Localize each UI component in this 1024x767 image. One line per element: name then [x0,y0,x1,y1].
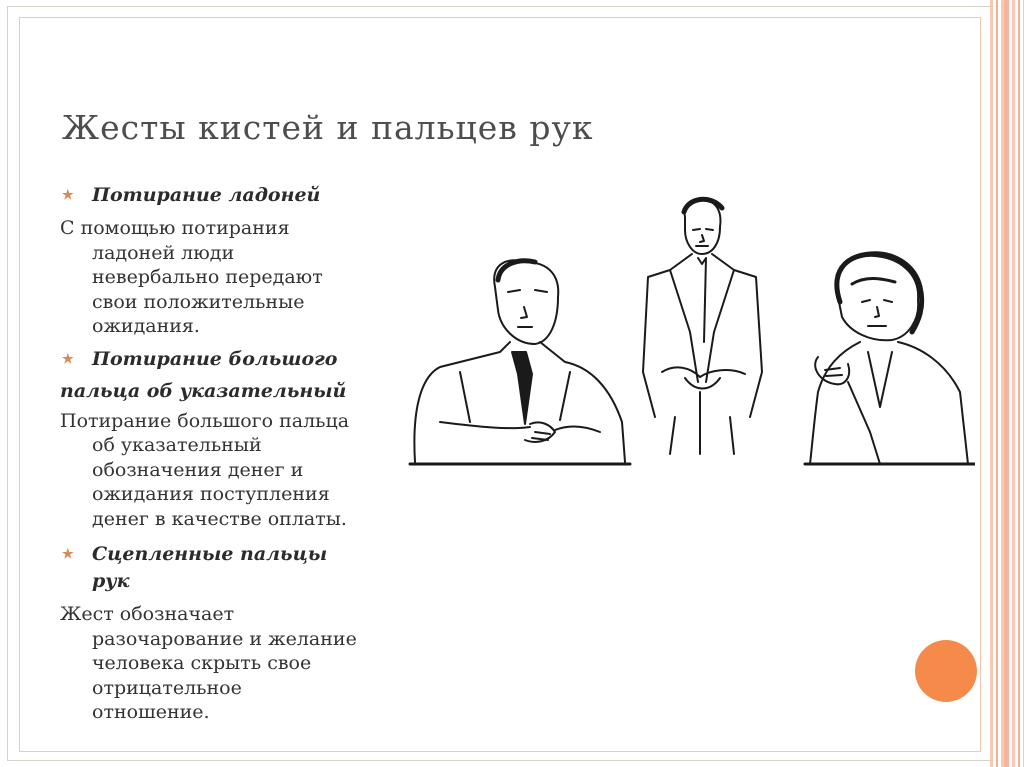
seated-woman-figure [805,254,975,464]
bullet-text-1: С помощью потирания ладоней люди невербально передают свои положительные ожидания. [60,217,323,337]
bullet-heading-3-line1: Сцепленные пальцы [92,543,328,565]
bullet-heading-1-text: Потирание ладоней [92,184,321,206]
decorative-stripe-bar [1004,0,1009,767]
bullet-text-3: Жест обозначает разочарование и желание человека скрыть свое отрицательное отношение. [60,603,357,723]
star-icon: ★ [62,547,74,562]
star-icon: ★ [62,188,74,203]
bullet-heading-2 [60,346,410,405]
bullet-heading-3 [60,541,410,595]
star-icon: ★ [62,351,74,367]
seated-man-figure [410,260,630,464]
decorative-orange-circle [915,640,977,702]
bullet-heading-2-line2: пальца об указательный [60,379,347,402]
bullet-heading-2-line1: Потирание большого [92,347,338,370]
bullet-heading-3-line2: рук [92,570,130,592]
standing-man-figure [643,199,762,454]
bullet-text-2: Потирание большого пальца об указательный обозначения денег и ожидания поступления денег в качестве оплаты. [60,409,350,530]
three-people-illustration [400,192,975,472]
slide-title: Жесты кистей и пальцев рук [62,108,594,147]
bullet-heading-1 [60,182,410,209]
slide-content [60,182,410,732]
